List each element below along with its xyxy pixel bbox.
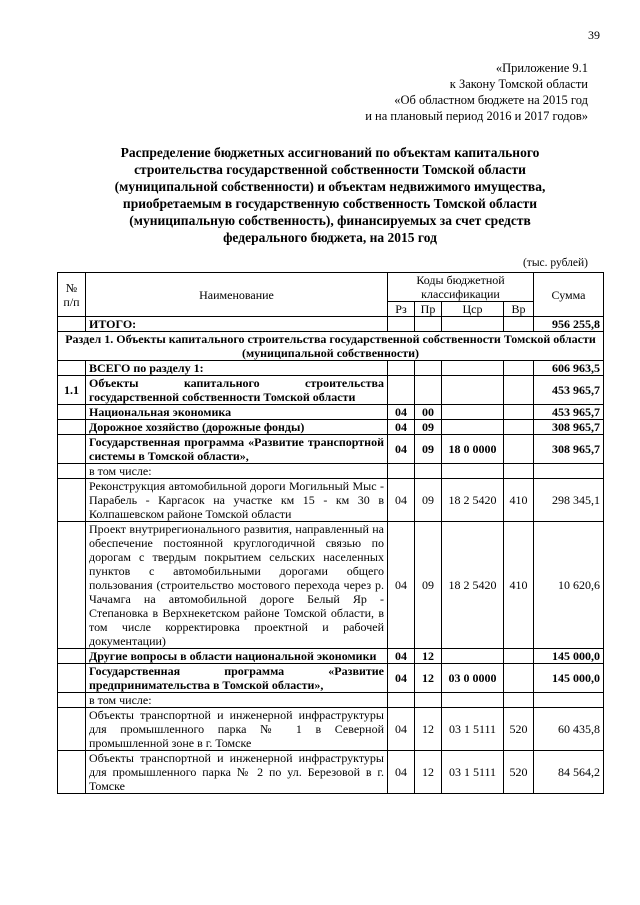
cell-rz: 04 (388, 405, 415, 420)
title-line: Распределение бюджетных ассигнований по объектам капитального (120, 145, 540, 160)
cell-csr (442, 420, 504, 435)
cell-pr: 12 (415, 751, 442, 794)
cell-pr (415, 693, 442, 708)
cell-csr (442, 361, 504, 376)
cell-pr (415, 361, 442, 376)
title-line: строительства государственной собственности Томской области (134, 162, 526, 177)
cell-name: Реконструкция автомобильной дороги Могильный Мыс - Парабель - Каргасок на участке км 15 - км 30 в Колпашевском районе Томской области (86, 479, 388, 522)
cell-num (58, 522, 86, 649)
table-row (58, 522, 604, 649)
cell-num (58, 693, 86, 708)
cell-pr: 09 (415, 420, 442, 435)
document-title (80, 144, 580, 246)
appendix-line: и на плановый период 2016 и 2017 годов» (365, 109, 588, 123)
cell-csr (442, 693, 504, 708)
cell-pr (415, 376, 442, 405)
cell-vr (504, 376, 534, 405)
section-row (58, 332, 604, 361)
appendix-line: «Об областном бюджете на 2015 год (394, 93, 588, 107)
cell-sum: 84 564,2 (534, 751, 604, 794)
table-row (58, 751, 604, 794)
cell-csr: 18 0 0000 (442, 435, 504, 464)
cell-num (58, 420, 86, 435)
cell-pr: 12 (415, 649, 442, 664)
cell-num: 1.1 (58, 376, 86, 405)
total-sum: 956 255,8 (534, 317, 604, 332)
title-line: федерального бюджета, на 2015 год (223, 230, 437, 245)
header-pr: Пр (415, 302, 442, 317)
table-row (58, 649, 604, 664)
header-vr: Вр (504, 302, 534, 317)
cell-num (58, 405, 86, 420)
cell-sum: 298 345,1 (534, 479, 604, 522)
cell-name: Дорожное хозяйство (дорожные фонды) (86, 420, 388, 435)
cell-sum: 453 965,7 (534, 405, 604, 420)
cell-vr (504, 693, 534, 708)
cell-pr: 09 (415, 479, 442, 522)
cell-pr: 09 (415, 435, 442, 464)
cell-pr (415, 464, 442, 479)
cell-sum: 308 965,7 (534, 420, 604, 435)
header-num: № п/п (58, 273, 86, 317)
cell-rz (388, 464, 415, 479)
cell-rz: 04 (388, 708, 415, 751)
cell-sum: 145 000,0 (534, 664, 604, 693)
table-row (58, 693, 604, 708)
cell-name: Национальная экономика (86, 405, 388, 420)
cell-num (58, 664, 86, 693)
cell-vr (504, 664, 534, 693)
cell-sum: 308 965,7 (534, 435, 604, 464)
cell-csr: 18 2 5420 (442, 522, 504, 649)
cell-rz: 04 (388, 479, 415, 522)
cell-sum (534, 464, 604, 479)
header-name: Наименование (86, 273, 388, 317)
cell-name: в том числе: (86, 693, 388, 708)
cell-sum: 606 963,5 (534, 361, 604, 376)
cell-vr (504, 435, 534, 464)
table-row (58, 435, 604, 464)
cell-rz: 04 (388, 522, 415, 649)
cell-num (58, 435, 86, 464)
cell-name: Объекты капитального строительства государственной собственности Томской области (86, 376, 388, 405)
cell-name: ВСЕГО по разделу 1: (86, 361, 388, 376)
cell-rz: 04 (388, 664, 415, 693)
cell-num (58, 751, 86, 794)
cell-csr (442, 376, 504, 405)
cell-sum: 60 435,8 (534, 708, 604, 751)
header-codes: Коды бюджетной классификации (388, 273, 534, 302)
cell-csr: 03 1 5111 (442, 708, 504, 751)
table-row (58, 420, 604, 435)
cell-vr: 410 (504, 522, 534, 649)
cell-name: в том числе: (86, 464, 388, 479)
table-row (58, 664, 604, 693)
cell-csr (442, 649, 504, 664)
header-rz: Рз (388, 302, 415, 317)
page-number: 39 (588, 28, 600, 42)
cell-csr (442, 405, 504, 420)
appendix-header (365, 60, 588, 124)
cell-vr (504, 405, 534, 420)
header-row (58, 273, 604, 302)
cell-csr: 03 0 0000 (442, 664, 504, 693)
appendix-line: к Закону Томской области (449, 77, 588, 91)
table-row (58, 361, 604, 376)
cell-num (58, 649, 86, 664)
cell-num (58, 708, 86, 751)
cell-rz (388, 361, 415, 376)
cell-csr (442, 464, 504, 479)
cell-name: Объекты транспортной и инженерной инфраструктуры для промышленного парка № 2 по ул. Березовой в г. Томске (86, 751, 388, 794)
cell-vr: 410 (504, 479, 534, 522)
total-row (58, 317, 604, 332)
cell-sum (534, 693, 604, 708)
cell-name: Государственная программа «Развитие предпринимательства в Томской области», (86, 664, 388, 693)
cell-sum: 145 000,0 (534, 649, 604, 664)
cell-pr: 12 (415, 664, 442, 693)
cell-sum: 453 965,7 (534, 376, 604, 405)
cell-vr: 520 (504, 751, 534, 794)
header-sum: Сумма (534, 273, 604, 317)
table-row (58, 405, 604, 420)
cell-rz: 04 (388, 435, 415, 464)
units-label: (тыс. рублей) (522, 257, 588, 269)
cell-rz (388, 376, 415, 405)
cell-vr (504, 361, 534, 376)
cell-pr: 12 (415, 708, 442, 751)
total-label: ИТОГО: (86, 317, 388, 332)
table-body (58, 317, 604, 794)
cell-num (58, 479, 86, 522)
cell-num (58, 464, 86, 479)
cell-name: Проект внутрирегионального развития, направленный на обеспечение постоянной круглогодичной связью по дорогам с твердым покрытием сельских населенных пунктов с автомобильными дорогами общего пользования (строительство мостового перехода через р. Чачамга на автомобильной дороге Белый Яр - Степановка в Верхнекетском районе Томской области, в том числе корректировка проектной и рабочей документации) (86, 522, 388, 649)
table-row (58, 479, 604, 522)
cell-rz: 04 (388, 420, 415, 435)
title-line: приобретаемым в государственную собственность Томской области (122, 196, 538, 211)
cell-num (58, 361, 86, 376)
cell-rz (388, 693, 415, 708)
cell-vr (504, 464, 534, 479)
cell-rz: 04 (388, 751, 415, 794)
cell-csr: 18 2 5420 (442, 479, 504, 522)
appendix-line: «Приложение 9.1 (495, 61, 588, 75)
cell-vr (504, 649, 534, 664)
cell-name: Объекты транспортной и инженерной инфраструктуры для промышленного парка № 1 в Северной промышленной зоне в г. Томске (86, 708, 388, 751)
title-line: (муниципальную собственность), финансируемых за счет средств (129, 213, 531, 228)
cell-sum: 10 620,6 (534, 522, 604, 649)
cell-name: Государственная программа «Развитие транспортной системы в Томской области», (86, 435, 388, 464)
cell-name: Другие вопросы в области национальной экономики (86, 649, 388, 664)
header-csr: Цср (442, 302, 504, 317)
cell-pr: 09 (415, 522, 442, 649)
cell-vr (504, 420, 534, 435)
cell-csr: 03 1 5111 (442, 751, 504, 794)
section-title: Раздел 1. Объекты капитального строительства государственной собственности Томской области (муниципальной собственности) (58, 332, 604, 361)
cell-pr: 00 (415, 405, 442, 420)
table-row (58, 464, 604, 479)
title-line: (муниципальной собственности) и объектам недвижимого имущества, (114, 179, 546, 194)
table-row (58, 376, 604, 405)
cell-vr: 520 (504, 708, 534, 751)
budget-table (57, 272, 604, 794)
cell-rz: 04 (388, 649, 415, 664)
table-row (58, 708, 604, 751)
